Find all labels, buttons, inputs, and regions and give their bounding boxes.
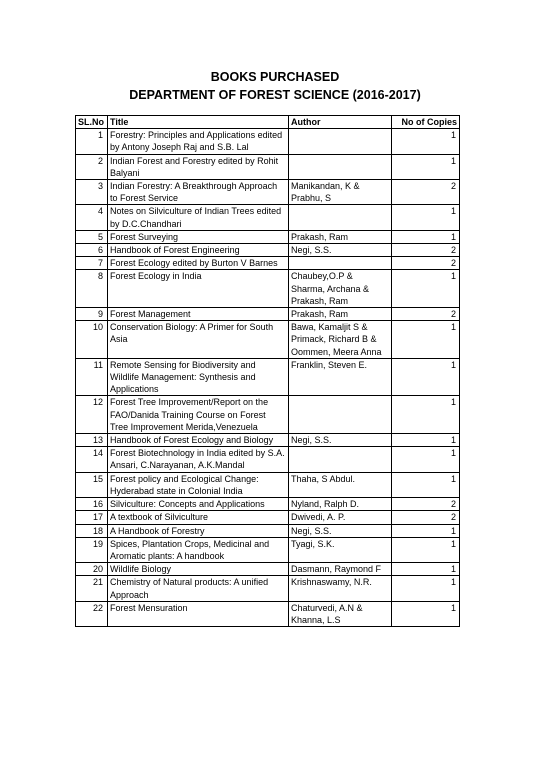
book-author: Prakash, Ram xyxy=(289,230,392,243)
copies-count: 1 xyxy=(392,321,460,359)
book-title: Indian Forest and Forestry edited by Rohit Balyani xyxy=(108,154,289,179)
book-title: A Handbook of Forestry xyxy=(108,524,289,537)
book-title: Forest Tree Improvement/Report on the FAO/Danida Training Course on Forest Tree Improvement Merida,Venezuela xyxy=(108,396,289,434)
book-title: Forest Ecology in India xyxy=(108,270,289,308)
copies-count: 1 xyxy=(392,524,460,537)
table-row xyxy=(76,447,460,472)
copies-count: 1 xyxy=(392,434,460,447)
row-number: 2 xyxy=(76,154,108,179)
column-header-copies: No of Copies xyxy=(392,116,460,129)
row-number: 12 xyxy=(76,396,108,434)
row-number: 18 xyxy=(76,524,108,537)
copies-count: 2 xyxy=(392,257,460,270)
column-header-title: Title xyxy=(108,116,289,129)
book-author: Manikandan, K & Prabhu, S xyxy=(289,180,392,205)
row-number: 20 xyxy=(76,563,108,576)
row-number: 21 xyxy=(76,576,108,601)
copies-count: 2 xyxy=(392,180,460,205)
book-author: Prakash, Ram xyxy=(289,308,392,321)
table-row xyxy=(76,601,460,626)
table-row xyxy=(76,511,460,524)
table-body xyxy=(76,129,460,627)
table-row xyxy=(76,244,460,257)
book-author: Franklin, Steven E. xyxy=(289,358,392,396)
book-title: Forest Biotechnology in India edited by S.A. Ansari, C.Narayanan, A.K.Mandal xyxy=(108,447,289,472)
book-title: Notes on Silviculture of Indian Trees edited by D.C.Chandhari xyxy=(108,205,289,230)
copies-count: 1 xyxy=(392,601,460,626)
book-title: Wildlife Biology xyxy=(108,563,289,576)
row-number: 6 xyxy=(76,244,108,257)
book-title: Forest policy and Ecological Change: Hyderabad state in Colonial India xyxy=(108,472,289,497)
book-author: Chaturvedi, A.N & Khanna, L.S xyxy=(289,601,392,626)
book-author: Nyland, Ralph D. xyxy=(289,498,392,511)
table-row xyxy=(76,434,460,447)
row-number: 17 xyxy=(76,511,108,524)
table-row xyxy=(76,230,460,243)
row-number: 15 xyxy=(76,472,108,497)
row-number: 8 xyxy=(76,270,108,308)
book-title: Handbook of Forest Ecology and Biology xyxy=(108,434,289,447)
book-author xyxy=(289,396,392,434)
row-number: 4 xyxy=(76,205,108,230)
book-author: Chaubey,O.P & Sharma, Archana & Prakash, Ram xyxy=(289,270,392,308)
copies-count: 2 xyxy=(392,308,460,321)
table-row xyxy=(76,358,460,396)
book-title: Silviculture: Concepts and Applications xyxy=(108,498,289,511)
book-author: Bawa, Kamaljit S & Primack, Richard B & Oommen, Meera Anna xyxy=(289,321,392,359)
copies-count: 1 xyxy=(392,270,460,308)
copies-count: 1 xyxy=(392,129,460,154)
book-title: Forest Ecology edited by Burton V Barnes xyxy=(108,257,289,270)
table-row xyxy=(76,270,460,308)
copies-count: 2 xyxy=(392,511,460,524)
copies-count: 1 xyxy=(392,358,460,396)
copies-count: 1 xyxy=(392,576,460,601)
book-author: Negi, S.S. xyxy=(289,524,392,537)
books-table xyxy=(75,115,460,627)
book-author: Krishnaswamy, N.R. xyxy=(289,576,392,601)
table-row xyxy=(76,308,460,321)
table-row xyxy=(76,257,460,270)
row-number: 7 xyxy=(76,257,108,270)
book-author: Tyagi, S.K. xyxy=(289,537,392,562)
book-title: Forest Management xyxy=(108,308,289,321)
copies-count: 1 xyxy=(392,472,460,497)
book-author: Dwivedi, A. P. xyxy=(289,511,392,524)
book-title: Conservation Biology: A Primer for South Asia xyxy=(108,321,289,359)
book-title: Remote Sensing for Biodiversity and Wildlife Management: Synthesis and Applications xyxy=(108,358,289,396)
row-number: 9 xyxy=(76,308,108,321)
book-title: Forest Mensuration xyxy=(108,601,289,626)
table-row xyxy=(76,498,460,511)
row-number: 16 xyxy=(76,498,108,511)
table-row xyxy=(76,205,460,230)
copies-count: 1 xyxy=(392,205,460,230)
table-row xyxy=(76,576,460,601)
row-number: 11 xyxy=(76,358,108,396)
copies-count: 1 xyxy=(392,447,460,472)
copies-count: 2 xyxy=(392,498,460,511)
copies-count: 1 xyxy=(392,537,460,562)
copies-count: 1 xyxy=(392,396,460,434)
book-author: Dasmann, Raymond F xyxy=(289,563,392,576)
row-number: 1 xyxy=(76,129,108,154)
row-number: 13 xyxy=(76,434,108,447)
table-row xyxy=(76,537,460,562)
row-number: 14 xyxy=(76,447,108,472)
copies-count: 1 xyxy=(392,154,460,179)
copies-count: 1 xyxy=(392,563,460,576)
book-title: Spices, Plantation Crops, Medicinal and Aromatic plants: A handbook xyxy=(108,537,289,562)
row-number: 19 xyxy=(76,537,108,562)
row-number: 10 xyxy=(76,321,108,359)
book-author xyxy=(289,205,392,230)
table-row xyxy=(76,321,460,359)
book-author xyxy=(289,129,392,154)
book-title: Chemistry of Natural products: A unified Approach xyxy=(108,576,289,601)
row-number: 3 xyxy=(76,180,108,205)
table-row xyxy=(76,180,460,205)
book-title: Handbook of Forest Engineering xyxy=(108,244,289,257)
table-row xyxy=(76,154,460,179)
table-row xyxy=(76,524,460,537)
table-row xyxy=(76,563,460,576)
book-author: Negi, S.S. xyxy=(289,244,392,257)
document-subtitle: DEPARTMENT OF FOREST SCIENCE (2016-2017) xyxy=(129,88,421,102)
copies-count: 1 xyxy=(392,230,460,243)
book-author xyxy=(289,257,392,270)
document-title: BOOKS PURCHASED xyxy=(210,70,340,84)
book-title: A textbook of Silviculture xyxy=(108,511,289,524)
row-number: 22 xyxy=(76,601,108,626)
table-row xyxy=(76,129,460,154)
book-title: Forest Surveying xyxy=(108,230,289,243)
row-number: 5 xyxy=(76,230,108,243)
copies-count: 2 xyxy=(392,244,460,257)
column-header-slno: SL.No xyxy=(76,116,108,129)
table-row xyxy=(76,396,460,434)
table-row xyxy=(76,472,460,497)
column-header-author: Author xyxy=(289,116,392,129)
book-author: Negi, S.S. xyxy=(289,434,392,447)
book-author xyxy=(289,447,392,472)
book-title: Forestry: Principles and Applications edited by Antony Joseph Raj and S.B. Lal xyxy=(108,129,289,154)
book-author: Thaha, S Abdul. xyxy=(289,472,392,497)
book-title: Indian Forestry: A Breakthrough Approach to Forest Service xyxy=(108,180,289,205)
book-author xyxy=(289,154,392,179)
table-header-row xyxy=(76,116,460,129)
